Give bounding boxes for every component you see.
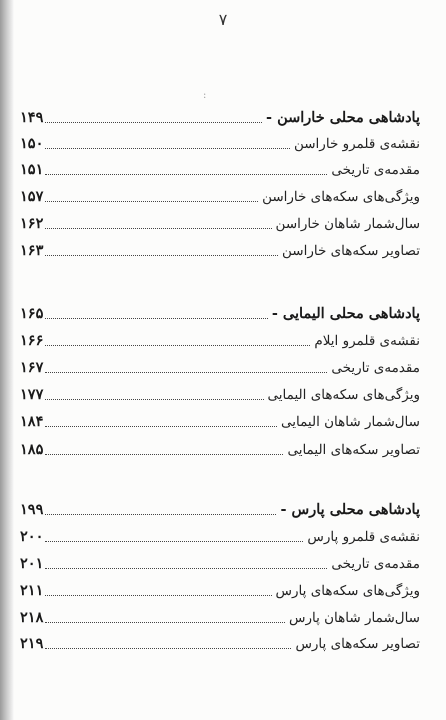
dot-leader [45, 255, 278, 256]
dot-leader [45, 148, 290, 149]
toc-entry[interactable] [20, 179, 420, 205]
dot-leader [45, 174, 327, 175]
toc-entry[interactable] [20, 323, 420, 349]
toc-entry[interactable] [20, 573, 420, 599]
toc-entry[interactable] [20, 626, 420, 652]
toc-entry-title: مقدمه‌ی تاریخی [331, 162, 420, 178]
toc-entry[interactable] [20, 152, 420, 178]
dot-leader [45, 122, 262, 123]
toc-page-number: ۱۸۵ [20, 441, 44, 458]
toc-entry-title: ویژگی‌های سکه‌های الیمایی [267, 387, 420, 403]
toc-entry[interactable] [20, 126, 420, 152]
dot-leader [45, 541, 303, 542]
toc-page-number: ۱۶۷ [20, 359, 44, 376]
toc-page-number: ۱۶۳ [20, 242, 44, 259]
toc-page-number: ۱۵۷ [20, 188, 44, 205]
toc-entry[interactable] [20, 377, 420, 403]
dot-leader [45, 622, 285, 623]
toc-heading-title: - پادشاهی محلی خاراسن [266, 109, 420, 126]
dot-leader [45, 648, 291, 649]
toc-entry[interactable] [20, 546, 420, 572]
page-number: ۷ [218, 10, 228, 29]
toc-entry-title: مقدمه‌ی تاریخی [331, 556, 420, 572]
dot-leader [45, 514, 276, 515]
toc-entry-title: ویژگی‌های سکه‌های پارس [275, 583, 420, 599]
dot-leader [45, 399, 263, 400]
toc-heading-title: - پادشاهی محلی پارس [280, 501, 420, 518]
toc-entry-title: نقشه‌ی قلمرو خاراسن [293, 136, 420, 152]
dot-leader [45, 318, 267, 319]
toc-entry-title: تصاویر سکه‌های خاراسن [281, 243, 420, 259]
toc-page-number: ۱۶۶ [20, 332, 44, 349]
toc-heading[interactable] [20, 492, 420, 518]
toc-entry[interactable] [20, 206, 420, 232]
toc-page-number: ۱۴۹ [20, 109, 44, 126]
toc-page-number: ۱۸۴ [20, 413, 44, 430]
toc-entry-title: سال‌شمار شاهان خاراسن [275, 216, 420, 232]
toc-heading[interactable] [20, 100, 420, 126]
page-gutter-shadow [0, 0, 14, 720]
toc-page-number: ۲۰۰ [20, 528, 44, 545]
toc-page-number: ۱۵۰ [20, 135, 44, 152]
dot-leader [45, 372, 327, 373]
dot-leader [45, 228, 271, 229]
toc-page-number: ۲۱۸ [20, 609, 44, 626]
toc-page-number: ۱۷۷ [20, 386, 44, 403]
toc-entry[interactable] [20, 404, 420, 430]
toc-entry[interactable] [20, 519, 420, 545]
toc-entry[interactable] [20, 600, 420, 626]
toc-entry[interactable] [20, 432, 420, 458]
toc-entry-title: مقدمه‌ی تاریخی [331, 360, 420, 376]
toc-page-number: ۱۹۹ [20, 501, 44, 518]
dot-leader [45, 595, 271, 596]
dot-leader [45, 568, 327, 569]
toc-entry[interactable] [20, 233, 420, 259]
toc-entry-title: ویژگی‌های سکه‌های خاراسن [262, 189, 420, 205]
toc-entry-title: تصاویر سکه‌های الیمایی [287, 442, 420, 458]
toc-page-number: ۱۶۵ [20, 305, 44, 322]
toc-heading[interactable] [20, 296, 420, 322]
toc-heading-title: - پادشاهی محلی الیمایی [271, 305, 420, 322]
toc-entry-title: سال‌شمار شاهان پارس [288, 610, 420, 626]
print-speck: : [203, 90, 207, 101]
dot-leader [45, 426, 277, 427]
toc-page-number: ۲۱۹ [20, 635, 44, 652]
toc-entry-title: تصاویر سکه‌های پارس [295, 636, 420, 652]
toc-page-number: ۱۶۲ [20, 215, 44, 232]
toc-entry-title: نقشه‌ی قلمرو ایلام [314, 333, 420, 349]
toc-page-number: ۱۵۱ [20, 161, 44, 178]
dot-leader [45, 201, 258, 202]
dot-leader [45, 454, 283, 455]
toc-entry-title: نقشه‌ی قلمرو پارس [307, 529, 420, 545]
dot-leader [45, 345, 310, 346]
toc-entry-title: سال‌شمار شاهان الیمایی [280, 414, 420, 430]
toc-page-number: ۲۱۱ [20, 582, 44, 599]
toc-entry[interactable] [20, 350, 420, 376]
toc-page-number: ۲۰۱ [20, 555, 44, 572]
